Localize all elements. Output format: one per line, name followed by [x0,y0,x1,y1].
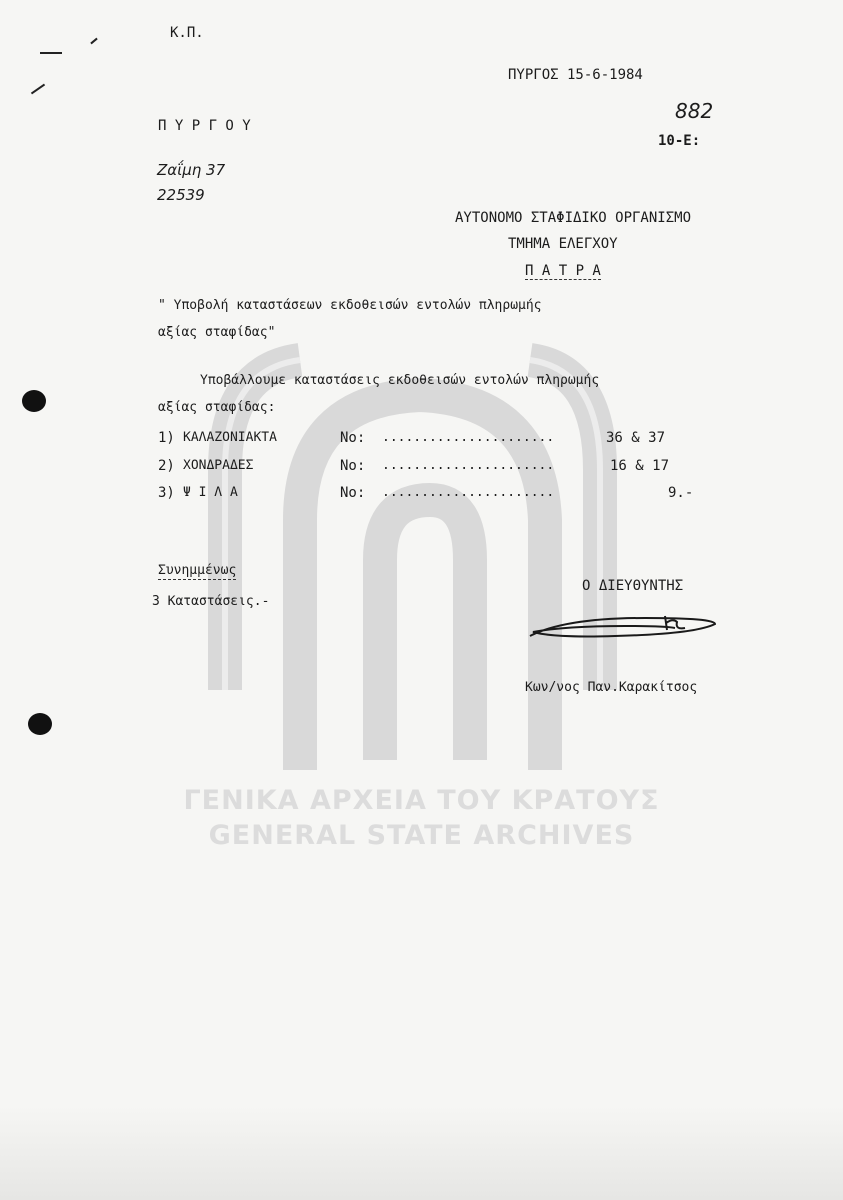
punch-hole-bottom [28,713,52,735]
item-name: ΚΑΛΑΖΟΝΙΑΚΤΑ [183,430,277,445]
signatory-name: Κων/νος Παν.Καρακίτσος [525,680,698,695]
item-value: 36 & 37 [606,430,666,446]
item-no-label: Νο: [340,430,366,446]
item-dots: ...................... [382,485,555,500]
body-line-2: αξίας σταφίδας: [158,400,276,415]
handwritten-protocol-number: 882 [675,99,714,123]
item-dots: ...................... [382,430,555,445]
item-value: 16 & 17 [610,458,670,474]
edge-mark [40,52,62,54]
handwritten-address: Ζαΐμη 37 [157,161,226,179]
punch-hole-top [22,390,46,412]
place-date: ΠΥΡΓΟΣ 15-6-1984 [508,67,643,83]
item-no-label: Νο: [340,485,366,501]
sender-city: Π Υ Ρ Γ Ο Υ [158,118,251,134]
watermark-line-english: GENERAL STATE ARCHIVES [208,820,635,851]
item-name: Ψ Ι Λ Α [183,485,238,500]
item-name: ΧΟΝΔΡΑΔΕΣ [183,458,254,473]
handwritten-signature [525,606,725,646]
attachments-label: Συνημμένως [158,563,237,578]
attachments-item: 3 Καταστάσεις.- [152,594,270,609]
subject-line-1: " Υποβολή καταστάσεων εκδοθεισών εντολών πληρωμής [158,298,542,313]
item-value: 9.- [668,485,694,501]
reference-code: 10-Ε: [658,133,701,149]
watermark-line-greek: ΓΕΝΙΚΑ ΑΡΧΕΙΑ ΤΟΥ ΚΡΑΤΟΥΣ [183,785,660,816]
item-index: 3) [158,485,175,501]
item-index: 2) [158,458,175,474]
body-line-1: Υποβάλλουμε καταστάσεις εκδοθεισών εντολών πληρωμής [200,373,600,388]
signatory-title: Ο ΔΙΕΥΘΥΝΤΗΣ [582,578,684,594]
page-bottom-shading [0,1105,843,1200]
item-dots: ...................... [382,458,555,473]
recipient-organization: ΑΥΤΟΝΟΜΟ ΣΤΑΦΙΔΙΚΟ ΟΡΓΑΝΙΣΜΟ [455,210,692,226]
recipient-department: ΤΜΗΜΑ ΕΛΕΓΧΟΥ [508,236,618,252]
handwritten-phone: 22539 [157,186,205,204]
subject-line-2: αξίας σταφίδας" [158,325,276,340]
item-index: 1) [158,430,175,446]
recipient-city: Π Α Τ Ρ Α [525,263,601,279]
initials: Κ.Π. [170,25,204,41]
item-no-label: Νο: [340,458,366,474]
